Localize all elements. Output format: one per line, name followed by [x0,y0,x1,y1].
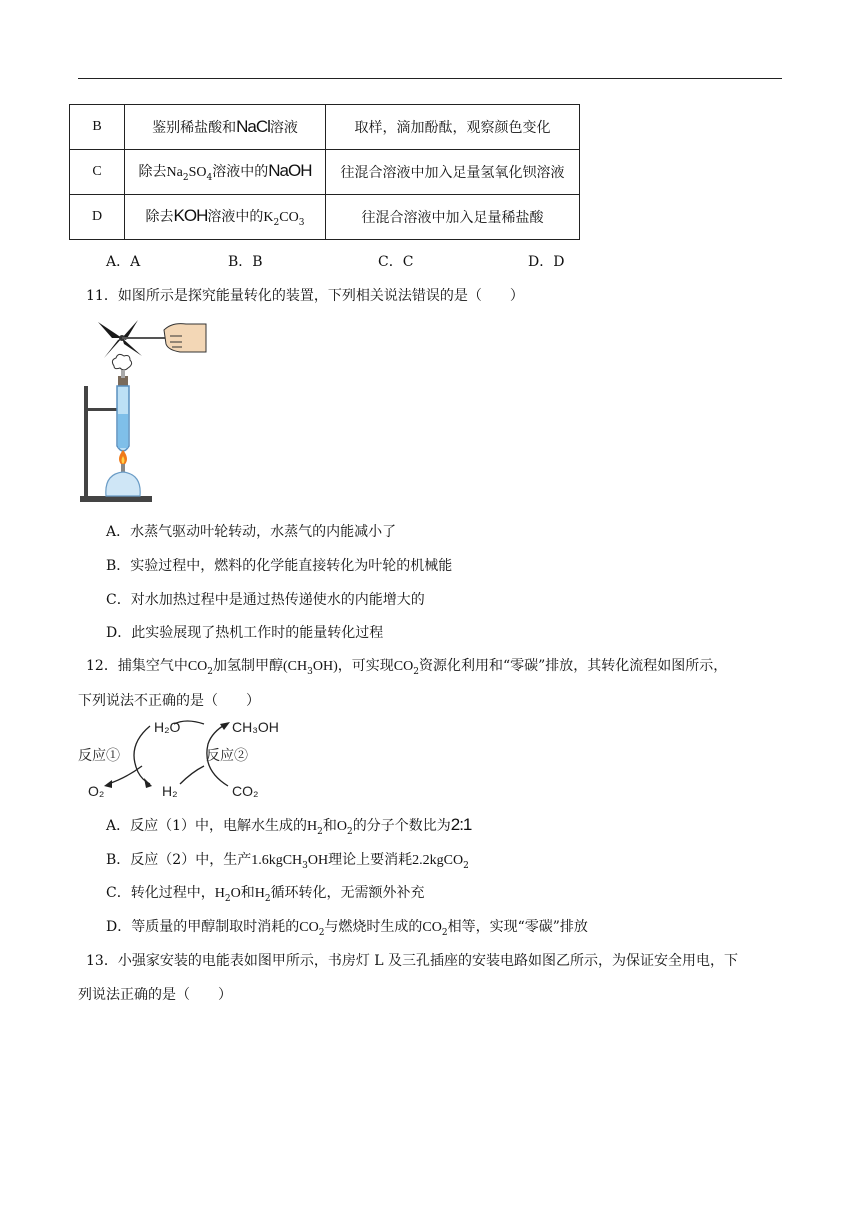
alcohol-lamp-icon [106,464,140,496]
hand-icon [164,324,206,352]
q12-option-d[interactable]: D．等质量的甲醇制取时消耗的$CO_2$与燃烧时生成的$CO_2$相等，实现“零碳”排放 [106,919,588,938]
row-method: 往混合溶液中加入足量氢氧化钡溶液 [326,150,580,195]
q11-stem: 11．如图所示是探究能量转化的装置，下列相关说法错误的是（ ） [86,288,524,304]
q11-option-c[interactable]: C．对水加热过程中是通过热传递使水的内能增大的 [106,592,425,608]
q10-choice-c[interactable]: C．C [378,254,414,270]
label-h2: H₂ [162,783,178,799]
q11-option-a[interactable]: A．水蒸气驱动叶轮转动，水蒸气的内能减小了 [106,524,397,540]
table-row [70,195,580,240]
q12-option-c[interactable]: C．转化过程中，$H_2O$和$H_2$循环转化，无需额外补充 [106,885,425,904]
q12-option-b[interactable]: B．反应（2）中，生产1.6kgCH$_3$OH理论上要消耗2.2kgCO$_2$ [106,852,469,871]
arrowhead-o2 [104,780,112,788]
q10-choice-a[interactable]: A．A [106,254,141,270]
conversion-flow-diagram [76,714,296,806]
row-description: 除去$Na_2SO_4$溶液中的NaOH [125,150,326,195]
row-letter: D [70,195,125,240]
arrowhead-h2 [144,778,152,788]
steam-turbine-apparatus-figure [78,318,228,508]
row-method: 往混合溶液中加入足量稀盐酸 [326,195,580,240]
row-description: 除去KOH溶液中的$K_2CO_3$ [125,195,326,240]
q10-choice-b[interactable]: B．B [228,254,263,270]
table-row [70,105,580,150]
label-h2o: H₂O [154,719,181,735]
table-row [70,150,580,195]
q12-option-a[interactable]: A．反应（1）中，电解水生成的$H_2$和$O_2$的分子个数比为2:1 [106,815,472,837]
q11-option-d[interactable]: D．此实验展现了热机工作时的能量转化过程 [106,625,384,641]
row-description: 鉴别稀盐酸和NaCl溶液 [125,105,326,150]
label-o2: O₂ [88,783,105,799]
q13-stem-line1: 13．小强家安装的电能表如图甲所示，书房灯 L 及三孔插座的安装电路如图乙所示，为保证安全用电，下 [86,953,739,969]
arrowhead-ch3oh [220,722,230,730]
label-reaction1: 反应① [78,747,120,763]
label-reaction2: 反应② [206,747,248,763]
row-letter: C [70,150,125,195]
header-rule [78,78,782,79]
row-letter: B [70,105,125,150]
q12-stem-line1: 12．捕集空气中$CO_2$加氢制甲醇$(CH_3OH)$，可实现$CO_2$资源化利用和“零碳”排放，其转化流程如图所示， [86,658,728,677]
label-co2: CO₂ [232,783,259,799]
options-table [69,104,580,240]
test-tube-icon [117,370,129,451]
flame-icon [119,450,127,466]
q11-option-b[interactable]: B．实验过程中，燃料的化学能直接转化为叶轮的机械能 [106,558,453,574]
label-ch3oh: CH₃OH [232,719,279,735]
steam-icon [112,354,131,370]
q10-choice-d[interactable]: D．D [528,254,565,270]
arc-h2-branch [180,766,204,784]
q12-stem-line2: 下列说法不正确的是（ ） [78,693,260,709]
arc-reaction1 [134,726,150,784]
q13-stem-line2: 列说法正确的是（ ） [78,987,232,1003]
row-method: 取样，滴加酚酞，观察颜色变化 [326,105,580,150]
